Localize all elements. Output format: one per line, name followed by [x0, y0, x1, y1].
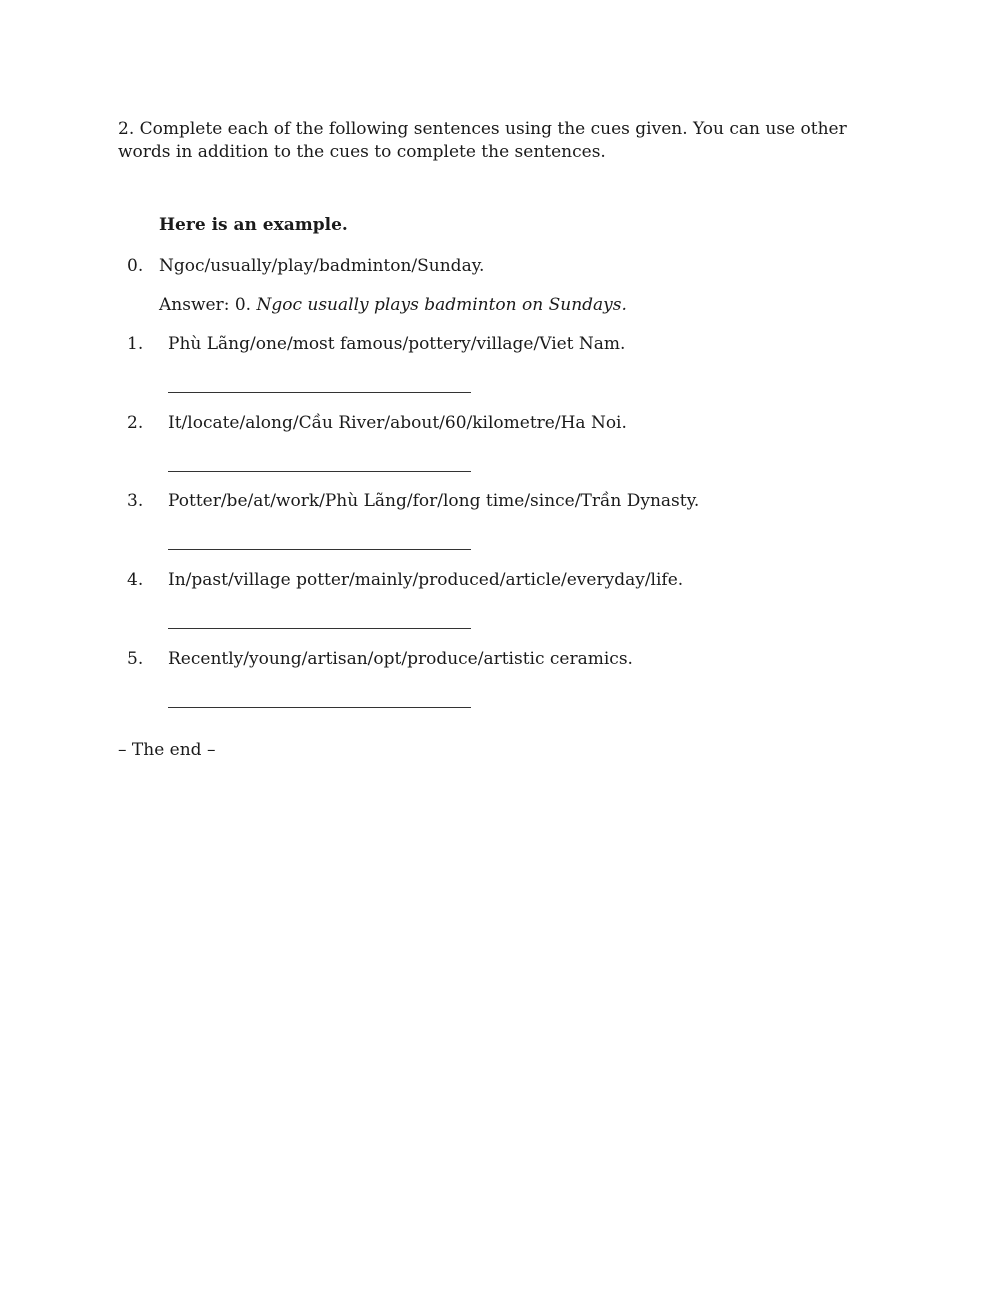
answer-sentence: Ngoc usually plays badminton on Sundays.: [256, 295, 627, 315]
item-cue: In/past/village potter/mainly/produced/article/everyday/life.: [168, 570, 684, 590]
answer-blank-1[interactable]: [168, 392, 471, 393]
example-answer: [159, 294, 627, 317]
item-cue: It/locate/along/Cầu River/about/60/kilometre/Ha Noi.: [168, 413, 627, 433]
the-end-text: – The end –: [118, 740, 216, 760]
item-cue: Phù Lãng/one/most famous/pottery/village/Viet Nam.: [168, 334, 626, 354]
item-number: 1.: [127, 334, 144, 354]
item-number: 2.: [127, 413, 144, 433]
example-number: 0.: [127, 256, 144, 276]
item-number: 4.: [127, 570, 144, 590]
instruction-text: 2. Complete each of the following sentences using the cues given. You can use other words in addition to the cues to complete the sentences.: [118, 119, 847, 162]
answer-blank-2[interactable]: [168, 471, 471, 472]
answer-blank-5[interactable]: [168, 707, 471, 708]
item-cue: Recently/young/artisan/opt/produce/artistic ceramics.: [168, 649, 633, 669]
item-cue: Potter/be/at/work/Phù Lãng/for/long time/since/Trần Dynasty.: [168, 491, 700, 511]
answer-prefix: Answer: 0.: [159, 295, 257, 315]
answer-blank-3[interactable]: [168, 549, 471, 550]
answer-blank-4[interactable]: [168, 628, 471, 629]
example-cue: Ngoc/usually/play/badminton/Sunday.: [159, 256, 485, 276]
item-number: 5.: [127, 649, 144, 669]
item-number: 3.: [127, 491, 144, 511]
example-heading: Here is an example.: [159, 215, 348, 235]
